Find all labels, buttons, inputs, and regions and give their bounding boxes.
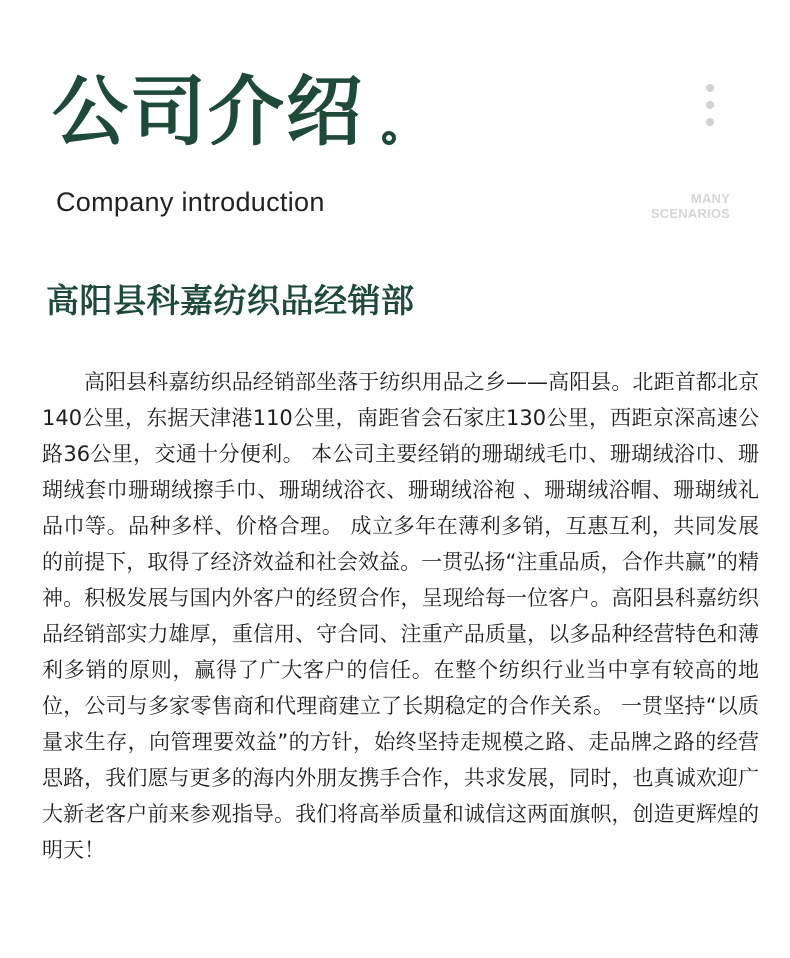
title-group (52, 67, 396, 156)
page-header (0, 0, 790, 260)
ellipsis-dot (706, 84, 714, 92)
company-description: 高阳县科嘉纺织品经销部坐落于纺织用品之乡——高阳县。北距首都北京140公里，东据天津港110公里，南距省会石家庄130公里，西距京深高速公路36公里，交通十分便利。 本公司主要经销的珊瑚绒毛巾、珊瑚绒浴巾、珊瑚绒套巾珊瑚绒擦手巾、珊瑚绒浴衣、珊瑚绒浴袍 、珊瑚绒浴帽、珊瑚绒礼品巾等。品种多样、价格合理。 成立多年在薄利多销，互惠互利，共同发展的前提下，取得了经济效益和社会效益。一贯弘扬“注重品质，合作共赢”的精神。积极发展与国内外客户的经贸合作，呈现给每一位客户。高阳县科嘉纺织品经销部实力雄厚，重信用、守合同、注重产品质量，以多品种经营特色和薄利多销的原则，赢得了广大客户的信任。在整个纺织行业当中享有较高的地位，公司与多家零售商和代理商建立了长期稳定的合作关系。 一贯坚持“以质量求生存，向管理要效益”的方针，始终坚持走规模之路、走品牌之路的经营思路，我们愿与更多的海内外朋友携手合作，共求发展，同时，也真诚欢迎广大新老客户前来参观指导。我们将高举质量和诚信这两面旗帜，创造更辉煌的明天！ (42, 370, 759, 862)
ellipsis-dot (706, 118, 714, 126)
section-title: 高阳县科嘉纺织品经销部 (46, 281, 415, 320)
vertical-ellipsis-icon (706, 84, 716, 128)
title-dot-icon (382, 131, 396, 145)
ellipsis-dot (706, 101, 714, 109)
scene-tag: MANY SCENARIOS (650, 191, 730, 221)
page-title: 公司介绍 (52, 67, 364, 156)
page-subtitle: Company introduction (56, 187, 325, 217)
